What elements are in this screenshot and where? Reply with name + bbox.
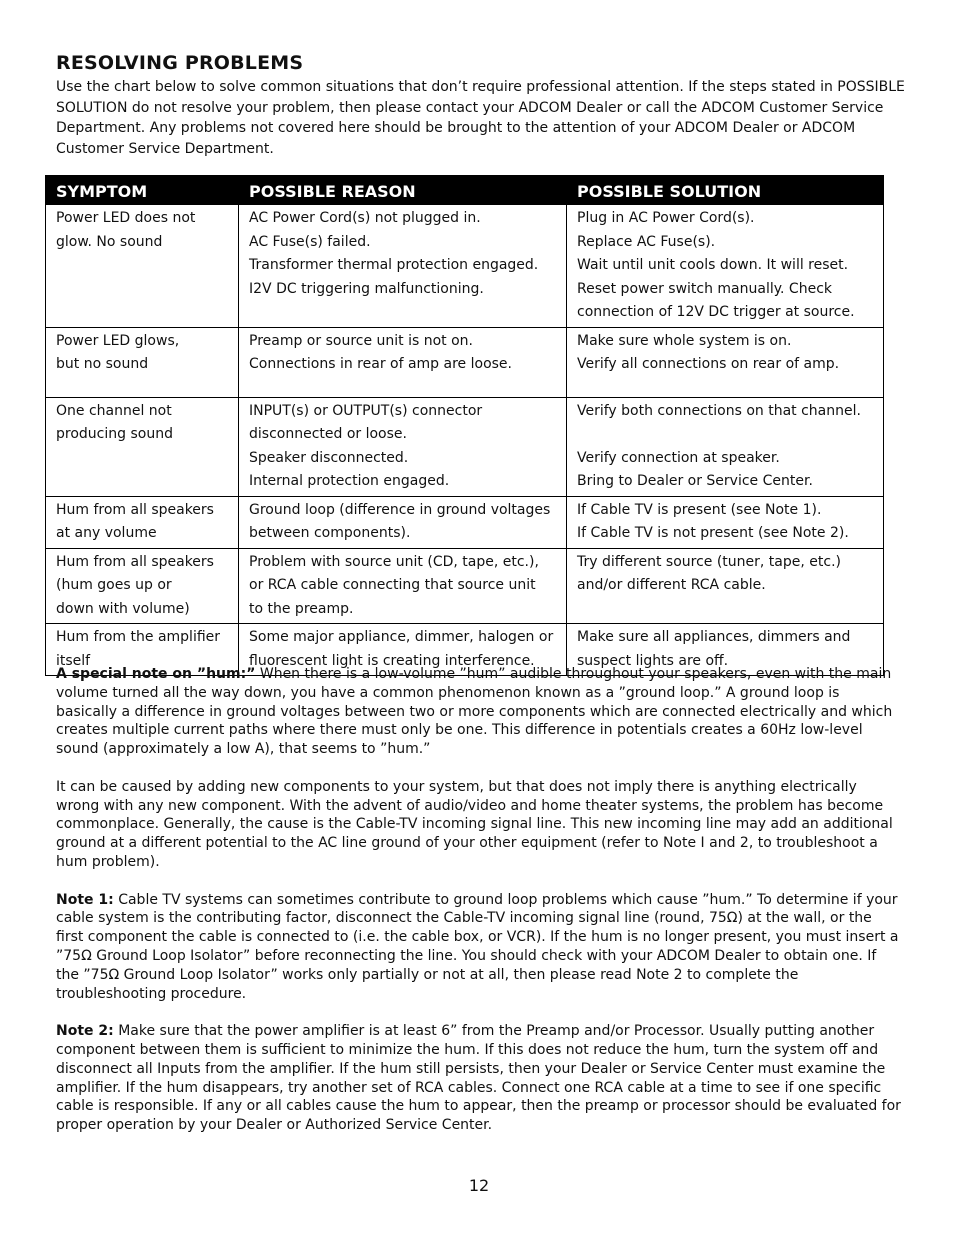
- table-header-row: [46, 176, 884, 205]
- solution-line: If Cable TV is not present (see Note 2).: [577, 525, 849, 541]
- troubleshooting-table: [45, 175, 884, 676]
- symptom-line: itself: [56, 652, 91, 669]
- reason-line: I2V DC triggering malfunctioning.: [249, 280, 484, 297]
- table-row: [46, 397, 884, 496]
- symptom-cell: [46, 205, 239, 328]
- solution-cell: [567, 205, 884, 328]
- reason-line: between components).: [249, 525, 411, 541]
- column-header-reason: POSSIBLE REASON: [239, 176, 567, 205]
- solution-blank-line: [577, 423, 875, 447]
- table-row: [46, 327, 884, 397]
- symptom-line: but no sound: [56, 356, 149, 372]
- reason-line: Connections in rear of amp are loose.: [249, 356, 512, 372]
- solution-cell: [567, 548, 884, 624]
- table-row: [46, 496, 884, 548]
- reason-line: to the preamp.: [249, 600, 354, 617]
- solution-line: Replace AC Fuse(s).: [577, 233, 716, 250]
- notes-section: [56, 665, 901, 1154]
- note-1-label: Note 1:: [56, 891, 114, 908]
- solution-line: Plug in AC Power Cord(s).: [577, 210, 755, 226]
- symptom-line: down with volume): [56, 600, 190, 617]
- note-1-text: Cable TV systems can sometimes contribute to ground loop problems which cause ”hum.” To determine if your cable system is the contributing factor, disconnect the Cable-TV incoming signal line (round, 75Ω) at the wall, or the first component the cable is connected to (i.e. the cable box, or VCR). If the hum is no longer present, you must insert a ”75Ω Ground Loop Isolator” before reconnecting the line. You should check with your ADCOM Dealer to obtain one. If the ”75Ω Ground Loop Isolator” works only partially or not at all, then please read Note 2 to complete the troubleshooting procedure.: [56, 891, 899, 1002]
- reason-line: or RCA cable connecting that source unit: [249, 577, 536, 593]
- reason-line: INPUT(s) or OUTPUT(s) connector: [249, 402, 483, 419]
- solution-line: and/or different RCA cable.: [577, 577, 766, 593]
- cause-paragraph: It can be caused by adding new components to your system, but that does not imply there is anything electrically wrong with any new component. With the advent of audio/video and home theater systems, the problem has become commonplace. Generally, the cause is the Cable-TV incoming signal line. This new incoming line may add an additional ground at a different potential to the AC line ground of your other equipment (refer to Note I and 2, to troubleshoot a hum problem).: [56, 778, 893, 870]
- symptom-line: Hum from all speakers: [56, 553, 214, 570]
- table-row: [46, 548, 884, 624]
- symptom-line: Power LED glows,: [56, 332, 180, 349]
- symptom-line: Power LED does not: [56, 210, 196, 226]
- symptom-cell: [46, 327, 239, 397]
- note-2-label: Note 2:: [56, 1023, 114, 1040]
- note-2: [56, 1022, 901, 1135]
- solution-line: Verify both connections on that channel.: [577, 402, 861, 419]
- solution-line: suspect lights are off.: [577, 652, 729, 669]
- symptom-cell: [46, 548, 239, 624]
- solution-cell: [567, 327, 884, 397]
- reason-line: fluorescent light is creating interference.: [249, 652, 535, 669]
- symptom-line: at any volume: [56, 525, 157, 541]
- note-1: [56, 891, 901, 1004]
- reason-cell: [239, 397, 567, 496]
- reason-line: Preamp or source unit is not on.: [249, 332, 473, 349]
- solution-line: Reset power switch manually. Check: [577, 280, 833, 297]
- reason-line: Speaker disconnected.: [249, 449, 409, 466]
- reason-line: Problem with source unit (CD, tape, etc.),: [249, 553, 539, 570]
- symptom-cell: [46, 496, 239, 548]
- solution-line: connection of 12V DC trigger at source.: [577, 304, 855, 320]
- symptom-line: glow. No sound: [56, 233, 163, 250]
- symptom-line: Hum from the amplifier: [56, 629, 221, 645]
- table-row: [46, 205, 884, 328]
- symptom-line: producing sound: [56, 426, 173, 442]
- reason-cell: [239, 327, 567, 397]
- symptom-line: (hum goes up or: [56, 577, 172, 593]
- reason-line: Ground loop (difference in ground voltages: [249, 501, 551, 518]
- solution-cell: [567, 397, 884, 496]
- solution-line: Wait until unit cools down. It will reset.: [577, 257, 849, 273]
- reason-line: Transformer thermal protection engaged.: [249, 257, 539, 273]
- solution-line: Verify connection at speaker.: [577, 449, 780, 466]
- reason-line: AC Power Cord(s) not plugged in.: [249, 210, 481, 226]
- table-body: [46, 205, 884, 676]
- reason-cell: [239, 548, 567, 624]
- solution-line: Make sure whole system is on.: [577, 332, 792, 349]
- solution-line: Try different source (tuner, tape, etc.): [577, 553, 841, 570]
- solution-line: If Cable TV is present (see Note 1).: [577, 501, 822, 518]
- reason-cell: [239, 205, 567, 328]
- reason-cell: [239, 496, 567, 548]
- reason-line: disconnected or loose.: [249, 426, 407, 442]
- intro-paragraph: Use the chart below to solve common situations that don’t require professional attention. If the steps stated in POSSIBLE SOLUTION do not resolve your problem, then please contact your ADCOM Dealer or call the ADCOM Customer Service Department. Any problems not covered here should be brought to the attention of your ADCOM Dealer or ADCOM Customer Service Department.: [56, 79, 905, 157]
- hum-note-label: A special note on ”hum:”: [56, 666, 256, 682]
- reason-line: Internal protection engaged.: [249, 473, 450, 489]
- reason-line: AC Fuse(s) failed.: [249, 233, 371, 250]
- symptom-line: Hum from all speakers: [56, 501, 214, 518]
- reason-line: Some major appliance, dimmer, halogen or: [249, 629, 554, 645]
- column-header-solution: POSSIBLE SOLUTION: [567, 176, 884, 205]
- page-number: 12: [468, 1176, 490, 1195]
- symptom-line: One channel not: [56, 402, 172, 419]
- note-2-text: Make sure that the power amplifier is at least 6” from the Preamp and/or Processor. Usually putting another component between them is sufficient to minimize the hum. If this does not reduce the hum, turn the system off and disconnect all Inputs from the amplifier. If the hum still persists, then your Dealer or Service Center must examine the amplifier. If the hum disappears, try another set of RCA cables. Connect one RCA cable at a time to see if one specific cable is responsible. If any or all cables cause the hum to appear, then the preamp or processor should be evaluated for proper operation by your Dealer or Authorized Service Center.: [56, 1023, 901, 1134]
- solution-line: Make sure all appliances, dimmers and: [577, 629, 851, 645]
- solution-line: Verify all connections on rear of amp.: [577, 356, 840, 372]
- hum-note: [56, 665, 901, 759]
- page-title: RESOLVING PROBLEMS: [56, 52, 304, 74]
- column-header-symptom: SYMPTOM: [46, 176, 239, 205]
- solution-line: Bring to Dealer or Service Center.: [577, 473, 813, 489]
- symptom-cell: [46, 397, 239, 496]
- solution-cell: [567, 496, 884, 548]
- hum-note-text: When there is a low-volume ”hum” audible throughout your speakers, even with the main volume turned all the way down, you have a common phenomenon known as a ”ground loop.” A ground loop is basically a difference in ground voltages between two or more components which are connected electrically and which creates multiple current paths where there must only be one. This difference in potentials creates a 60Hz low-level sound (approximately a low A), that seems to ”hum.”: [56, 666, 893, 758]
